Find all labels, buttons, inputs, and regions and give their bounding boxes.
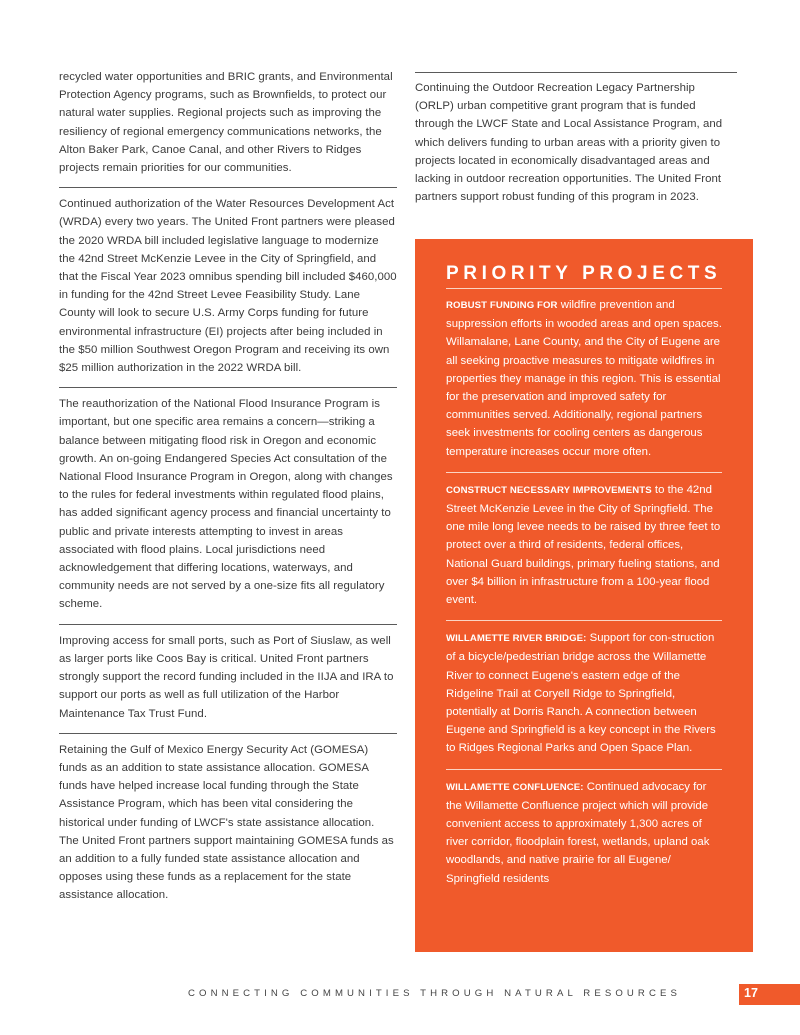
paragraph-text: Retaining the Gulf of Mexico Energy Security Act (GOMESA) funds as an addition to state assistance allocation. GOMESA funds have helped increase local funding through the State Assistance Program, which has been vital considering the historical under funding of LWCF's state assistance allocation. The United Front partners support maintaining GOMESA funds as an addition to a fully funded state assistance allocation and opposes using these funds as a replacement for the state assistance allocation.: [59, 743, 394, 902]
left-column: [59, 68, 397, 905]
priority-divider: [446, 769, 722, 770]
section-divider: [59, 624, 397, 625]
priority-divider: [446, 472, 722, 473]
priority-item-lead: WILLAMETTE CONFLUENCE:: [446, 781, 584, 793]
paragraph-recycled-water: [59, 68, 397, 177]
section-divider: [415, 72, 737, 73]
right-column: [415, 72, 737, 206]
paragraph-flood-insurance: [59, 395, 397, 613]
paragraph-text: recycled water opportunities and BRIC grants, and Environmental Protection Agency programs, such as Brownfields, to protect our natural water supplies. Regional projects such as improving the resiliency of regional emergency communications networks, the Alton Baker Park, Canoe Canal, and other Rivers to Ridges projects remain priorities for our communities.: [59, 71, 393, 175]
priority-item-wildfire: [446, 296, 722, 461]
running-footer-title: CONNECTING COMMUNITIES THROUGH NATURAL RESOURCES: [188, 988, 681, 999]
section-divider: [59, 733, 397, 734]
priority-item-confluence: [446, 778, 722, 888]
paragraph-gomesa: [59, 741, 397, 905]
priority-item-text: Continued advocacy for the Willamette Confluence project which will provide convenient access to approximately 1,300 acres of river corridor, floodplain forest, wetlands, upland oak woodlands, and native prairie for all Eugene/ Springfield residents: [446, 780, 710, 885]
paragraph-text: Continuing the Outdoor Recreation Legacy Partnership (ORLP) urban competitive grant program that is funded through the LWCF State and Local Assistance Program, and which delivers funding to urban areas with a priority given to projects located in economically disadvantaged areas and lacking in outdoor recreation opportunities. The United Front partners support robust funding of this program in 2023.: [415, 82, 723, 204]
section-divider: [59, 187, 397, 188]
paragraph-wrda: [59, 195, 397, 377]
priority-item-text: Support for con-struction of a bicycle/pedestrian bridge across the Willamette River to connect Eugene's eastern edge of the Ridgeline Trail at Coryell Ridge to Springfield, potentially at Dorris Ranch. A connection between Eugene and Springfield is a key concept in the Rivers to Ridges Regional Parks and Open Space Plan.: [446, 632, 716, 755]
priority-item-levee: [446, 481, 722, 609]
priority-projects-title: PRIORITY PROJECTS: [446, 263, 722, 284]
priority-item-lead: ROBUST FUNDING FOR: [446, 300, 558, 311]
priority-item-river-bridge: [446, 629, 722, 757]
paragraph-text: Improving access for small ports, such as Port of Siuslaw, as well as larger ports like Coos Bay is critical. United Front partners strongly support the record funding included in the IIJA and IRA to support our ports as well as full utilization of the Harbor Maintenance Tax Trust Fund.: [59, 634, 394, 720]
priority-projects-box: [415, 239, 753, 952]
paragraph-text: Continued authorization of the Water Resources Development Act (WRDA) every two years. The United Front partners were pleased the 2020 WRDA bill included legislative language to modernize the 42nd Street McKenzie Levee in the City of Springfield, and that the Fiscal Year 2023 omnibus spending bill included $460,000 in funding for the 42nd Street Levee Feasibility Study. Lane County will look to secure U.S. Army Corps funding for future environmental infrastructure (EI) projects after being included in the $50 million Southwest Oregon Program and receiving its own $25 million authorization in the 2022 WRDA bill.: [59, 198, 397, 375]
priority-item-lead: WILLAMETTE RIVER BRIDGE:: [446, 633, 587, 645]
section-divider: [59, 387, 397, 388]
page-number-tab: [739, 984, 800, 1005]
title-underline: [446, 288, 722, 289]
page-number: 17: [744, 986, 758, 1000]
paragraph-ports: [59, 632, 397, 723]
priority-divider: [446, 620, 722, 621]
priority-item-text: wildfire prevention and suppression efforts in wooded areas and open spaces. Willamalane, Lane County, and the City of Eugene are all seeking proactive measures to mitigate wildfires in properties they manage in this region. This is essential for the preservation and improved safety for communities served. Additionally, regional partners seek investments for cooling centers as dangerous temperature increases occur more often.: [446, 299, 722, 458]
paragraph-orlp: [415, 79, 737, 206]
priority-item-lead: CONSTRUCT NECESSARY IMPROVEMENTS: [446, 484, 652, 496]
paragraph-text: The reauthorization of the National Flood Insurance Program is important, but one specific area remains a concern—striking a balance between mitigating flood risk in Oregon and economic growth. An on-going Endangered Species Act consultation of the National Flood Insurance Program in Oregon, along with changes to the rules for federal investments within regulated flood plains, has added significant agency process and financial uncertainty to public and private interests attempting to invest in areas associated with flood plains. Local jurisdictions need acknowledgement that differing locations, waterways, and community needs are not served by a one-size fits all regulatory scheme.: [59, 398, 393, 611]
priority-item-text: to the 42nd Street McKenzie Levee in the City of Springfield. The one mile long levee needs to be raised by three feet to protect over a third of residents, federal offices, National Guard buildings, primary fueling stations, and over $4 billion in infrastructure from a 100-year flood event.: [446, 483, 721, 607]
